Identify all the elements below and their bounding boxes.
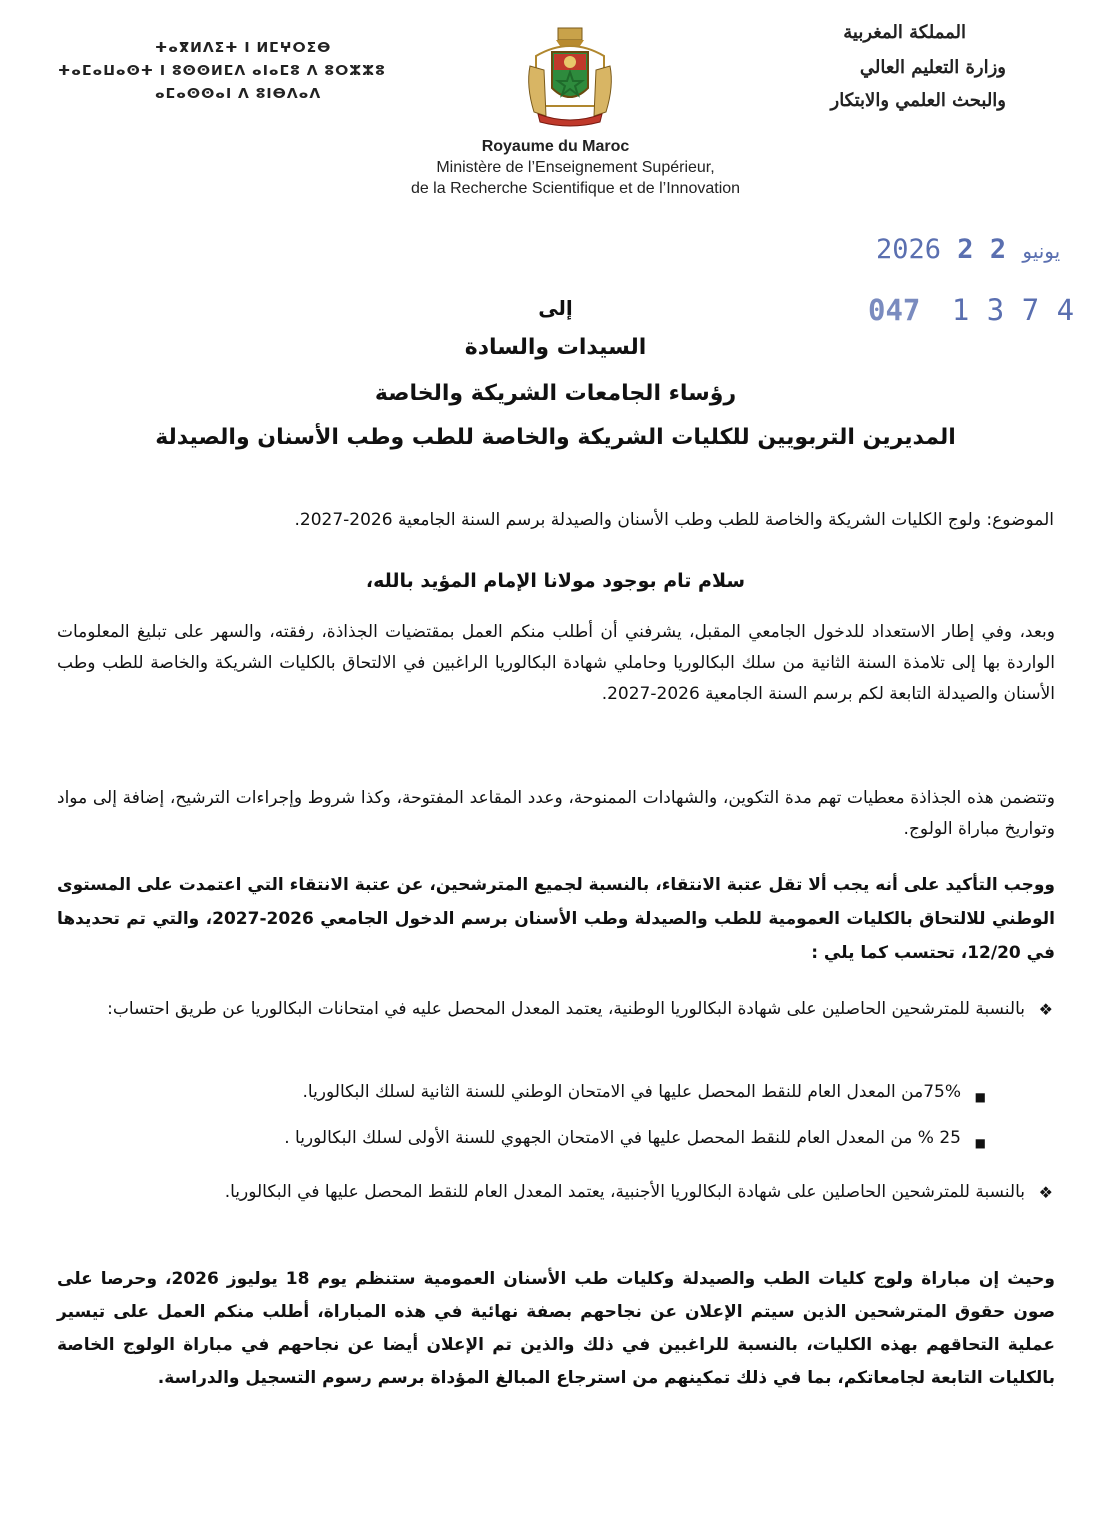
arabic-ministry-line-1: وزارة التعليم العالي xyxy=(859,57,1006,78)
french-ministry-line-1: Ministère de l’Enseignement Supérieur, xyxy=(436,159,715,176)
paragraph-1: وبعد، وفي إطار الاستعداد للدخول الجامعي المقبل، يشرفني أن أطلب منكم العمل بمقتضيات الجذاذة، رفقته، والسهر على تبليغ المعلومات الواردة بها إلى تلامذة السنة الثانية من سلك البكالوريا وحاملي شهادة البكالوريا الراغبين في الالتحاق بالكليات الشريكة والخاصة للطب وطب الأسنان والصيدلة التابعة لكم برسم السنة الجامعية 2026-2027. xyxy=(57,622,1055,704)
tifinagh-line-2: ⵜⴰⵎⴰⵡⴰⵙⵜ ⵏ ⵓⵙⵙⵍⵎⴷ ⴰⵏⴰⵎⵓ ⴷ ⵓⵔⵣⵣⵓ xyxy=(58,63,386,79)
greeting: سلام تام بوجود مولانا الإمام المؤيد بالله، xyxy=(365,570,746,592)
diamond-bullet-icon: ❖ xyxy=(1038,1183,1053,1202)
addressee-line-3: المديرين التربويين للكليات الشريكة والخاصة للطب وطب الأسنان والصيدلة xyxy=(155,425,956,450)
sub-bullet-75: 75%من المعدل العام للنقط المحصل عليها في الامتحان الوطني للسنة الثانية لسلك البكالوريا. xyxy=(302,1082,961,1102)
date-stamp xyxy=(876,234,1060,265)
stamp-day: 2 2 xyxy=(957,234,1007,265)
arabic-ministry-line-2: والبحث العلمي والابتكار xyxy=(830,90,1006,111)
stamp-ref-prefix: 047 xyxy=(868,293,921,327)
stamp-month: يونيو xyxy=(1022,239,1061,263)
coat-of-arms-emblem xyxy=(520,26,620,128)
square-bullet-icon: ■ xyxy=(974,1090,986,1104)
paragraph-4-exam: وحيث إن مباراة ولوج كليات الطب والصيدلة وكليات طب الأسنان العمومية ستنظم يوم 18 يوليوز 2026، وحرصا على صون حقوق المترشحين الذين سيتم الإعلان عن نجاحهم بصفة نهائية في هذه المباراة، أطلب منكم العمل على تيسير عملية التحاقهم بهذه الكليات، بالنسبة للراغبين في ذلك والذين تم الإعلان أيضا عن نجاحهم في مباراة الولوج الخاصة بالكليات التابعة لجامعاتكم، بما في ذلك تمكينهم من استرجاع المبالغ المؤداة برسم رسوم التسجيل والدراسة. xyxy=(57,1269,1055,1388)
addressee-line-2: رؤساء الجامعات الشريكة والخاصة xyxy=(374,381,737,406)
sub-bullet-25: 25 % من المعدل العام للنقط المحصل عليها في الامتحان الجهوي للسنة الأولى لسلك البكالوريا . xyxy=(284,1128,961,1148)
paragraph-2: وتتضمن هذه الجذاذة معطيات تهم مدة التكوين، والشهادات الممنوحة، وعدد المقاعد المفتوحة، وكذا شروط وإجراءات الترشيح، إضافة إلى مواد وتواريخ مباراة الولوج. xyxy=(57,788,1055,839)
diamond-bullet-icon: ❖ xyxy=(1038,1000,1053,1019)
addressee-line-1: السيدات والسادة xyxy=(464,335,647,360)
bullet-national-bac: بالنسبة للمترشحين الحاصلين على شهادة البكالوريا الوطنية، يعتمد المعدل المحصل عليه في امتحانات البكالوريا عن طريق احتساب: xyxy=(107,999,1025,1019)
square-bullet-icon: ■ xyxy=(974,1136,986,1150)
bullet-foreign-bac: بالنسبة للمترشحين الحاصلين على شهادة البكالوريا الأجنبية، يعتمد المعدل العام للنقط المحصل عليها في البكالوريا. xyxy=(224,1182,1025,1202)
arabic-kingdom-name: المملكة المغربية xyxy=(843,22,966,43)
addressee-to: إلى xyxy=(538,296,573,320)
french-ministry-line-2: de la Recherche Scientifique et de l’Innovation xyxy=(410,180,741,197)
subject-line: الموضوع: ولوج الكليات الشريكة والخاصة للطب وطب الأسنان والصيدلة برسم السنة الجامعية 2026-2027. xyxy=(294,510,1054,530)
paragraph-3-threshold: ووجب التأكيد على أنه يجب ألا تقل عتبة الانتقاء، بالنسبة لجميع المترشحين، عن عتبة الانتقاء التي اعتمدت على المستوى الوطني للالتحاق بالكليات العمومية للطب والصيدلة وطب الأسنان برسم الدخول الجامعي 2026-2027، والتي تم تحديدها في 12/20، تحتسب كما يلي : xyxy=(57,875,1055,963)
tifinagh-line-1: ⵜⴰⴳⵍⴷⵉⵜ ⵏ ⵍⵎⵖⵔⵉⴱ xyxy=(155,40,332,56)
tifinagh-line-3: ⴰⵎⴰⵙⵙⴰⵏ ⴷ ⵓⵏⴱⴷⴰⴷ xyxy=(155,86,322,102)
stamp-year: 2026 xyxy=(876,234,942,265)
french-kingdom-name: Royaume du Maroc xyxy=(481,138,630,155)
stamp-ref-number: 1 3 7 4 xyxy=(951,293,1075,327)
